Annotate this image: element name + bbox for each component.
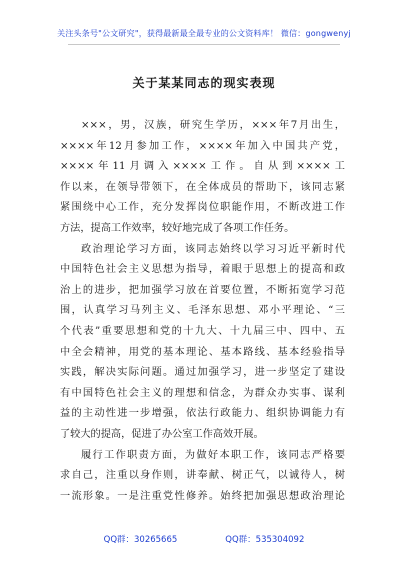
body-text-line: 益的主动性进一步增强，依法行政能力、组织协调能力有 (60, 408, 345, 420)
body-text-line: 围，认真学习马列主义、毛泽东思想、邓小平理论、“三 (60, 305, 345, 317)
body-text-line: 个代表”重要思想和党的十九大、十九届三中、四中、五 (60, 325, 345, 337)
document-body (60, 116, 345, 507)
footer-qq-group-1: QQ群：30265665 (103, 535, 178, 545)
document-title: 关于某某同志的现实表现 (132, 76, 276, 90)
body-text-line: 有中国特色社会主义的理想和信念，为群众办实事、谋利 (60, 387, 345, 399)
body-text-line: 实践，解决实际问题。通过加强学习，进一步坚定了建设 (60, 367, 345, 379)
body-text-line: ×××，男，汉族，研究生学历，×××年7月出生， (81, 120, 345, 131)
body-text-line: 作以来，在领导带领下，在全体成员的帮助下，该同志紧 (60, 181, 345, 193)
body-text-line: 方法，提高工作效率，较好地完成了各项工作任务。 (60, 222, 295, 234)
body-text-line: ××××年11月调入××××工作。自从到××××工 (60, 161, 345, 173)
body-text-line: 中国特色社会主义思想为指导，着眼于思想上的提高和政 (60, 264, 345, 276)
footer-qq-group-2: QQ群：535304092 (225, 535, 305, 545)
body-text-line: 求自己，注重以身作则，讲奉献、树正气，以诚待人，树 (60, 470, 345, 482)
body-text-line: 紧围绕中心工作，充分发挥岗位职能作用，不断改进工作 (60, 202, 345, 214)
body-text-line: 履行工作职责方面，为做好本职工作，该同志严格要 (81, 449, 345, 461)
body-text-line: 中全会精神，用党的基本理论、基本路线、基本经验指导 (60, 346, 345, 358)
body-text-line: ××××年12月参加工作，××××年加入中国共产党， (60, 140, 345, 152)
body-text-line: 治上的进步，把加强学习放在首要位置，不断拓宽学习范 (60, 284, 345, 296)
header-divider (68, 44, 340, 45)
footer-contact (0, 533, 408, 545)
body-text-line: 政治理论学习方面，该同志始终以学习习近平新时代 (81, 243, 345, 255)
body-text-line: 一流形象。一是注重党性修养。始终把加强思想政治理论 (60, 490, 345, 502)
body-text-line: 了较大的提高，促进了办公室工作高效开展。 (60, 428, 264, 440)
header-promo-note: 关注头条号"公文研究"，获得最新最全最专业的公文资料库！ 微信：gongwenyj (57, 29, 351, 38)
